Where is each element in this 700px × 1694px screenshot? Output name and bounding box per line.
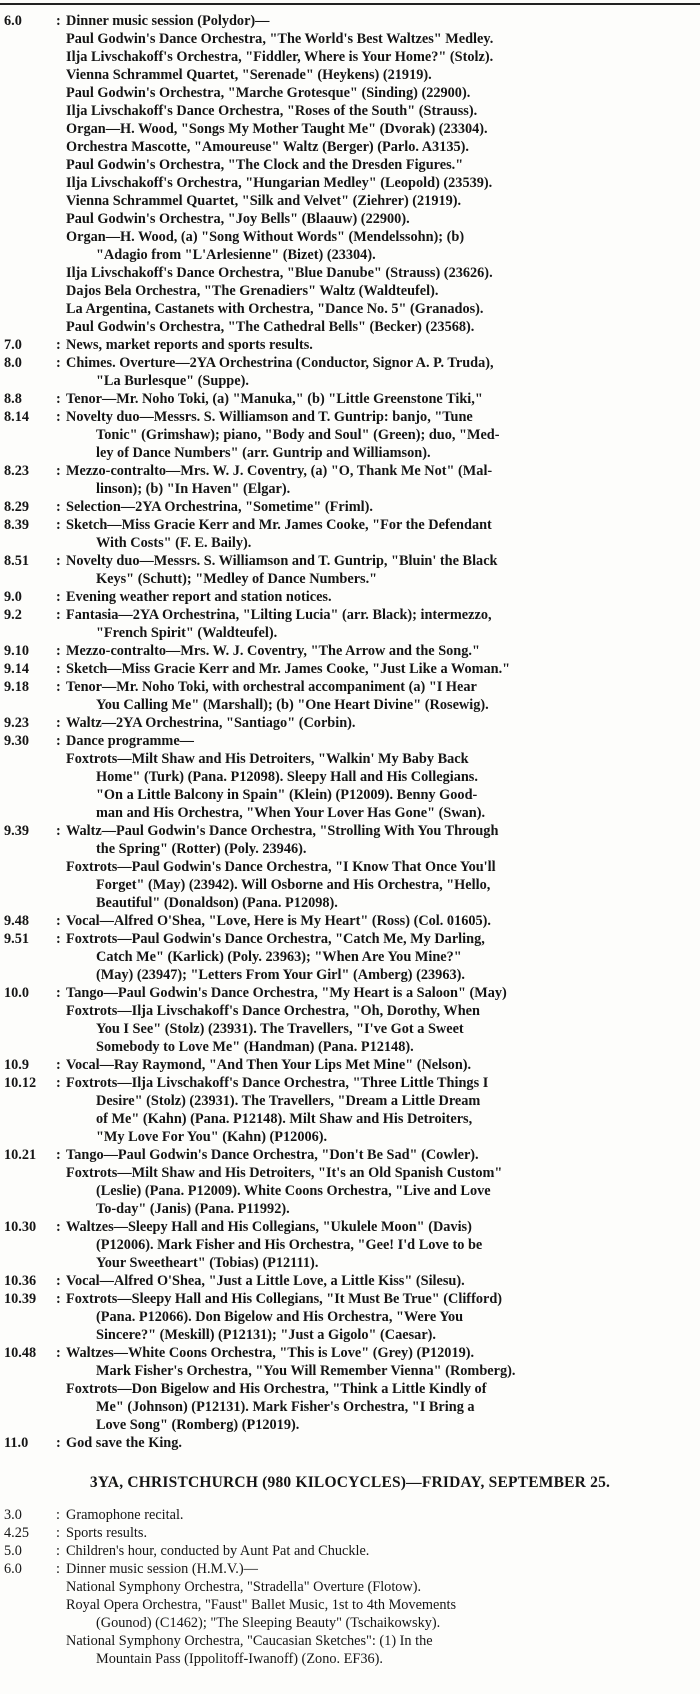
entry-text bbox=[66, 732, 700, 822]
entry-colon: : bbox=[56, 931, 61, 947]
programme-entry bbox=[0, 606, 700, 642]
programme-entry bbox=[0, 498, 700, 516]
programme-entry bbox=[0, 390, 700, 408]
entry-time: 9.0 bbox=[4, 589, 22, 605]
entry-line: Vocal—Alfred O'Shea, "Just a Little Love, a Little Kiss" (Silesu). bbox=[66, 1273, 465, 1289]
entry-line: Organ—H. Wood, (a) "Song Without Words" (Mendelssohn); (b) bbox=[66, 229, 465, 245]
entry-colon: : bbox=[56, 1507, 60, 1523]
programme-entry bbox=[0, 714, 700, 732]
entry-line: Foxtrots—Ilja Livschakoff's Dance Orchestra, "Three Little Things I bbox=[66, 1075, 489, 1091]
entry-line: Sketch—Miss Gracie Kerr and Mr. James Cooke, "Just Like a Woman." bbox=[66, 661, 511, 677]
entry-colon: : bbox=[56, 661, 61, 677]
entry-line: Foxtrots—Milt Shaw and His Detroiters, "Walkin' My Baby Back bbox=[66, 751, 469, 767]
entry-time: 10.30 bbox=[4, 1219, 37, 1235]
entry-colon: : bbox=[56, 607, 61, 623]
entry-text bbox=[66, 1524, 700, 1542]
entry-time: 3.0 bbox=[4, 1507, 22, 1523]
entry-time: 6.0 bbox=[4, 1561, 22, 1577]
entry-line: Novelty duo—Messrs. S. Williamson and T. Guntrip, "Bluin' the Black bbox=[66, 553, 498, 569]
entry-colon: : bbox=[56, 589, 61, 605]
entry-line: You Calling Me" (Marshall); (b) "One Heart Divine" (Rosewig). bbox=[96, 697, 489, 713]
entry-colon: : bbox=[56, 1525, 60, 1541]
entry-text bbox=[66, 588, 700, 606]
entry-line: Foxtrots—Ilja Livschakoff's Dance Orchestra, "Oh, Dorothy, When bbox=[66, 1003, 480, 1019]
section-heading-3ya: 3YA, CHRISTCHURCH (980 KILOCYCLES)—FRIDAY, SEPTEMBER 25. bbox=[89, 1474, 611, 1491]
entry-colon: : bbox=[56, 1543, 60, 1559]
entry-line: Ilja Livschakoff's Orchestra, "Hungarian Medley" (Leopold) (23539). bbox=[66, 175, 493, 191]
entry-line: "On a Little Balcony in Spain" (Klein) (P12009). Benny Good- bbox=[96, 787, 478, 803]
programme-entry bbox=[0, 336, 700, 354]
entry-line: Paul Godwin's Orchestra, "Marche Grotesque" (Sinding) (22900). bbox=[66, 85, 471, 101]
programme-entry bbox=[0, 408, 700, 462]
entry-colon: : bbox=[56, 985, 61, 1001]
entry-colon: : bbox=[56, 517, 61, 533]
entry-text bbox=[66, 354, 700, 390]
programme-entry bbox=[0, 642, 700, 660]
programme-entry bbox=[0, 1434, 700, 1452]
programme-entry bbox=[0, 588, 700, 606]
entry-time: 9.23 bbox=[4, 715, 30, 731]
entry-line: Royal Opera Orchestra, "Faust" Ballet Music, 1st to 4th Movements bbox=[66, 1597, 457, 1613]
programme-entry bbox=[0, 1290, 700, 1344]
entry-text bbox=[66, 714, 700, 732]
entry-line: Vienna Schrammel Quartet, "Serenade" (Heykens) (21919). bbox=[66, 67, 432, 83]
entry-text bbox=[66, 1344, 700, 1434]
entry-line: Paul Godwin's Dance Orchestra, "The World's Best Waltzes" Medley. bbox=[66, 31, 494, 47]
entry-text bbox=[66, 390, 700, 408]
entry-text bbox=[66, 1056, 700, 1074]
entry-colon: : bbox=[56, 1219, 61, 1235]
entry-text bbox=[66, 930, 700, 984]
entry-line: Waltzes—White Coons Orchestra, "This is Love" (Grey) (P12019). bbox=[66, 1345, 475, 1361]
entry-time: 10.48 bbox=[4, 1345, 37, 1361]
entry-line: Mountain Pass (Ippolitoff-Iwanoff) (Zono. EF36). bbox=[96, 1651, 383, 1667]
entry-time: 11.0 bbox=[4, 1435, 29, 1451]
programme-entry bbox=[0, 1146, 700, 1218]
entry-line: Home" (Turk) (Pana. P12098). Sleepy Hall and His Collegians. bbox=[96, 769, 478, 785]
entry-text bbox=[66, 606, 700, 642]
entry-line: of Me" (Kahn) (Pana. P12148). Milt Shaw and His Detroiters, bbox=[96, 1111, 473, 1127]
entry-colon: : bbox=[56, 1075, 61, 1091]
entry-time: 9.10 bbox=[4, 643, 30, 659]
entry-line: Fantasia—2YA Orchestrina, "Lilting Lucia" (arr. Black); intermezzo, bbox=[66, 607, 492, 623]
entry-line: Gramophone recital. bbox=[66, 1507, 184, 1523]
entry-line: Foxtrots—Don Bigelow and His Orchestra, "Think a Little Kindly of bbox=[66, 1381, 487, 1397]
entry-time: 9.30 bbox=[4, 733, 30, 749]
entry-line: Vienna Schrammel Quartet, "Silk and Velvet" (Ziehrer) (21919). bbox=[66, 193, 462, 209]
entry-line: Novelty duo—Messrs. S. Williamson and T. Guntrip: banjo, "Tune bbox=[66, 409, 473, 425]
entry-time: 8.51 bbox=[4, 553, 30, 569]
entry-colon: : bbox=[56, 355, 61, 371]
entry-time: 9.14 bbox=[4, 661, 30, 677]
entry-text bbox=[66, 984, 700, 1056]
entry-text bbox=[66, 1074, 700, 1146]
programme-entry bbox=[0, 462, 700, 498]
entry-line: Beautiful" (Donaldson) (Pana. P12098). bbox=[96, 895, 338, 911]
entry-line: "La Burlesque" (Suppe). bbox=[96, 373, 249, 389]
programme-entry bbox=[0, 1272, 700, 1290]
entry-line: Organ—H. Wood, "Songs My Mother Taught Me" (Dvorak) (23304). bbox=[66, 121, 488, 137]
entry-line: Waltz—Paul Godwin's Dance Orchestra, "Strolling With You Through bbox=[66, 823, 499, 839]
entry-line: Sports results. bbox=[66, 1525, 148, 1541]
programme-entry bbox=[0, 516, 700, 552]
entry-line: Waltzes—Sleepy Hall and His Collegians, "Ukulele Moon" (Davis) bbox=[66, 1219, 472, 1235]
entry-line: Ilja Livschakoff's Dance Orchestra, "Roses of the South" (Strauss). bbox=[66, 103, 478, 119]
entry-time: 10.39 bbox=[4, 1291, 37, 1307]
entry-colon: : bbox=[56, 337, 61, 353]
entry-line: "French Spirit" (Waldteufel). bbox=[96, 625, 278, 641]
entry-colon: : bbox=[56, 499, 61, 515]
entry-colon: : bbox=[56, 823, 61, 839]
entry-line: Foxtrots—Paul Godwin's Dance Orchestra, "Catch Me, My Darling, bbox=[66, 931, 485, 947]
entry-colon: : bbox=[56, 1435, 61, 1451]
entry-line: Chimes. Overture—2YA Orchestrina (Conductor, Signor A. P. Truda), bbox=[66, 355, 494, 371]
entry-line: Dance programme— bbox=[66, 733, 194, 749]
entry-text bbox=[66, 1434, 700, 1452]
entry-text bbox=[66, 678, 700, 714]
entry-line: Tango—Paul Godwin's Dance Orchestra, "My Heart is a Saloon" (May) bbox=[66, 985, 507, 1001]
entry-line: Forget" (May) (23942). Will Osborne and His Orchestra, "Hello, bbox=[96, 877, 491, 893]
entry-text bbox=[66, 552, 700, 588]
entry-line: Your Sweetheart" (Tobias) (P12111). bbox=[96, 1255, 319, 1271]
entry-line: man and His Orchestra, "When Your Lover Has Gone" (Swan). bbox=[96, 805, 486, 821]
entry-line: God save the King. bbox=[66, 1435, 182, 1451]
entry-line: Paul Godwin's Orchestra, "The Cathedral Bells" (Becker) (23568). bbox=[66, 319, 475, 335]
programme-page bbox=[0, 12, 700, 1668]
entry-colon: : bbox=[56, 715, 61, 731]
entry-colon: : bbox=[56, 1057, 61, 1073]
entry-line: Mark Fisher's Orchestra, "You Will Remember Vienna" (Romberg). bbox=[96, 1363, 516, 1379]
entry-colon: : bbox=[56, 409, 61, 425]
entry-colon: : bbox=[56, 679, 61, 695]
entry-colon: : bbox=[56, 391, 61, 407]
programme-entry bbox=[0, 1542, 700, 1560]
entry-colon: : bbox=[56, 13, 61, 29]
top-rule bbox=[0, 3, 700, 5]
entry-line: Foxtrots—Sleepy Hall and His Collegians, "It Must Be True" (Clifford) bbox=[66, 1291, 503, 1307]
entry-line: Selection—2YA Orchestrina, "Sometime" (Friml). bbox=[66, 499, 373, 515]
entry-time: 10.0 bbox=[4, 985, 30, 1001]
entry-text bbox=[66, 660, 700, 678]
entry-colon: : bbox=[56, 643, 61, 659]
entry-line: News, market reports and sports results. bbox=[66, 337, 313, 353]
entry-time: 5.0 bbox=[4, 1543, 22, 1559]
entry-line: To-day" (Janis) (Pana. P11992). bbox=[96, 1201, 290, 1217]
entry-time: 8.14 bbox=[4, 409, 30, 425]
entry-colon: : bbox=[56, 1273, 61, 1289]
entry-text bbox=[66, 642, 700, 660]
programme-entry bbox=[0, 930, 700, 984]
entry-line: Vocal—Ray Raymond, "And Then Your Lips Met Mine" (Nelson). bbox=[66, 1057, 472, 1073]
entry-line: Sincere?" (Meskill) (P12131); "Just a Gigolo" (Caesar). bbox=[96, 1327, 437, 1343]
entry-time: 9.51 bbox=[4, 931, 30, 947]
entry-line: National Symphony Orchestra, "Stradella" Overture (Flotow). bbox=[66, 1579, 422, 1595]
entry-text bbox=[66, 822, 700, 912]
entry-colon: : bbox=[56, 553, 61, 569]
programme-entry bbox=[0, 822, 700, 912]
entry-time: 8.8 bbox=[4, 391, 22, 407]
entry-line: Dinner music session (Polydor)— bbox=[66, 13, 270, 29]
entry-time: 10.21 bbox=[4, 1147, 37, 1163]
entry-line: Sketch—Miss Gracie Kerr and Mr. James Cooke, "For the Defendant bbox=[66, 517, 492, 533]
entry-line: Ilja Livschakoff's Orchestra, "Fiddler, Where is Your Home?" (Stolz). bbox=[66, 49, 494, 65]
entry-line: You I See" (Stolz) (23931). The Travellers, "I've Got a Sweet bbox=[96, 1021, 464, 1037]
entry-time: 9.18 bbox=[4, 679, 30, 695]
programme-entry bbox=[0, 1524, 700, 1542]
programme-part-2ya bbox=[0, 12, 700, 1452]
entry-line: (May) (23947); "Letters From Your Girl" (Amberg) (23963). bbox=[96, 967, 465, 983]
section-gap bbox=[0, 1452, 700, 1472]
entry-time: 7.0 bbox=[4, 337, 22, 353]
entry-text bbox=[66, 336, 700, 354]
entry-text bbox=[66, 1218, 700, 1272]
entry-line: Me" (Johnson) (P12131). Mark Fisher's Orchestra, "I Bring a bbox=[96, 1399, 475, 1415]
entry-line: Orchestra Mascotte, "Amoureuse" Waltz (Berger) (Parlo. A3135). bbox=[66, 139, 469, 155]
entry-time: 9.2 bbox=[4, 607, 22, 623]
entry-text bbox=[66, 1506, 700, 1524]
entry-line: La Argentina, Castanets with Orchestra, "Dance No. 5" (Granados). bbox=[66, 301, 484, 317]
entry-line: "My Love For You" (Kahn) (P12006). bbox=[96, 1129, 328, 1145]
entry-line: Desire" (Stolz) (23931). The Travellers, "Dream a Little Dream bbox=[96, 1093, 481, 1109]
entry-line: (Pana. P12066). Don Bigelow and His Orchestra, "Were You bbox=[96, 1309, 464, 1325]
entry-line: Vocal—Alfred O'Shea, "Love, Here is My Heart" (Ross) (Col. 01605). bbox=[66, 913, 492, 929]
entry-line: Mezzo-contralto—Mrs. W. J. Coventry, "The Arrow and the Song." bbox=[66, 643, 480, 659]
entry-line: Evening weather report and station notices. bbox=[66, 589, 332, 605]
entry-line: "Adagio from "L'Arlesienne" (Bizet) (23304). bbox=[96, 247, 376, 263]
entry-line: Foxtrots—Paul Godwin's Dance Orchestra, "I Know That Once You'll bbox=[66, 859, 496, 875]
programme-entry bbox=[0, 354, 700, 390]
programme-entry bbox=[0, 1074, 700, 1146]
entry-time: 10.36 bbox=[4, 1273, 37, 1289]
entry-text bbox=[66, 1560, 700, 1668]
entry-line: Keys" (Schutt); "Medley of Dance Numbers." bbox=[96, 571, 378, 587]
programme-entry bbox=[0, 1560, 700, 1668]
programme-entry bbox=[0, 660, 700, 678]
entry-line: Foxtrots—Milt Shaw and His Detroiters, "It's an Old Spanish Custom" bbox=[66, 1165, 503, 1181]
entry-line: Catch Me" (Karlick) (Poly. 23963); "When Are You Mine?" bbox=[96, 949, 462, 965]
entry-line: Tonic" (Grimshaw); piano, "Body and Soul" (Green); duo, "Med- bbox=[96, 427, 500, 443]
entry-text bbox=[66, 1542, 700, 1560]
entry-line: (P12006). Mark Fisher and His Orchestra, "Gee! I'd Love to be bbox=[96, 1237, 483, 1253]
entry-line: National Symphony Orchestra, "Caucasian Sketches": (1) In the bbox=[66, 1633, 433, 1649]
entry-text bbox=[66, 516, 700, 552]
entry-colon: : bbox=[56, 1291, 61, 1307]
programme-entry bbox=[0, 1056, 700, 1074]
entry-colon: : bbox=[56, 1561, 60, 1577]
entry-time: 9.48 bbox=[4, 913, 30, 929]
programme-entry bbox=[0, 678, 700, 714]
entry-text bbox=[66, 462, 700, 498]
entry-line: Ilja Livschakoff's Dance Orchestra, "Blue Danube" (Strauss) (23626). bbox=[66, 265, 493, 281]
entry-line: Children's hour, conducted by Aunt Pat and Chuckle. bbox=[66, 1543, 370, 1559]
entry-line: Dinner music session (H.M.V.)— bbox=[66, 1561, 258, 1577]
entry-line: Somebody to Love Me" (Handman) (Pana. P12148). bbox=[96, 1039, 414, 1055]
programme-entry bbox=[0, 984, 700, 1056]
entry-line: Waltz—2YA Orchestrina, "Santiago" (Corbin). bbox=[66, 715, 356, 731]
programme-entry bbox=[0, 1218, 700, 1272]
entry-line: Tenor—Mr. Noho Toki, (a) "Manuka," (b) "Little Greenstone Tiki," bbox=[66, 391, 483, 407]
entry-line: (Gounod) (C1462); "The Sleeping Beauty" (Tschaikowsky). bbox=[96, 1615, 441, 1631]
entry-text bbox=[66, 1290, 700, 1344]
entry-time: 10.9 bbox=[4, 1057, 30, 1073]
entry-time: 8.39 bbox=[4, 517, 30, 533]
entry-text bbox=[66, 12, 700, 336]
entry-time: 8.23 bbox=[4, 463, 30, 479]
entry-colon: : bbox=[56, 733, 61, 749]
entry-line: ley of Dance Numbers" (arr. Guntrip and Williamson). bbox=[96, 445, 431, 461]
entry-line: the Spring" (Rotter) (Poly. 23946). bbox=[96, 841, 307, 857]
programme-entry bbox=[0, 1344, 700, 1434]
entry-line: Tango—Paul Godwin's Dance Orchestra, "Don't Be Sad" (Cowler). bbox=[66, 1147, 479, 1163]
entry-colon: : bbox=[56, 1147, 61, 1163]
programme-part-3ya bbox=[0, 1506, 700, 1668]
programme-entry bbox=[0, 1506, 700, 1524]
entry-text bbox=[66, 1146, 700, 1218]
entry-colon: : bbox=[56, 463, 61, 479]
entry-line: Paul Godwin's Orchestra, "Joy Bells" (Blaauw) (22900). bbox=[66, 211, 410, 227]
entry-time: 4.25 bbox=[4, 1525, 30, 1541]
entry-line: Mezzo-contralto—Mrs. W. J. Coventry, (a) "O, Thank Me Not" (Mal- bbox=[66, 463, 493, 479]
programme-entry bbox=[0, 552, 700, 588]
entry-text bbox=[66, 498, 700, 516]
entry-text bbox=[66, 408, 700, 462]
entry-colon: : bbox=[56, 1345, 61, 1361]
entry-time: 8.0 bbox=[4, 355, 22, 371]
entry-text bbox=[66, 1272, 700, 1290]
entry-time: 10.12 bbox=[4, 1075, 37, 1091]
entry-line: linson); (b) "In Haven" (Elgar). bbox=[96, 481, 291, 497]
entry-time: 9.39 bbox=[4, 823, 30, 839]
entry-line: (Leslie) (Pana. P12009). White Coons Orchestra, "Live and Love bbox=[96, 1183, 491, 1199]
programme-entry bbox=[0, 912, 700, 930]
programme-entry bbox=[0, 732, 700, 822]
entry-time: 8.29 bbox=[4, 499, 30, 515]
entry-line: Dajos Bela Orchestra, "The Grenadiers" Waltz (Waldteufel). bbox=[66, 283, 439, 299]
entry-line: Love Song" (Romberg) (P12019). bbox=[96, 1417, 300, 1433]
entry-text bbox=[66, 912, 700, 930]
entry-time: 6.0 bbox=[4, 13, 22, 29]
entry-line: Paul Godwin's Orchestra, "The Clock and the Dresden Figures." bbox=[66, 157, 464, 173]
entry-colon: : bbox=[56, 913, 61, 929]
entry-line: With Costs" (F. E. Baily). bbox=[96, 535, 252, 551]
entry-line: Tenor—Mr. Noho Toki, with orchestral accompaniment (a) "I Hear bbox=[66, 679, 477, 695]
programme-entry bbox=[0, 12, 700, 336]
